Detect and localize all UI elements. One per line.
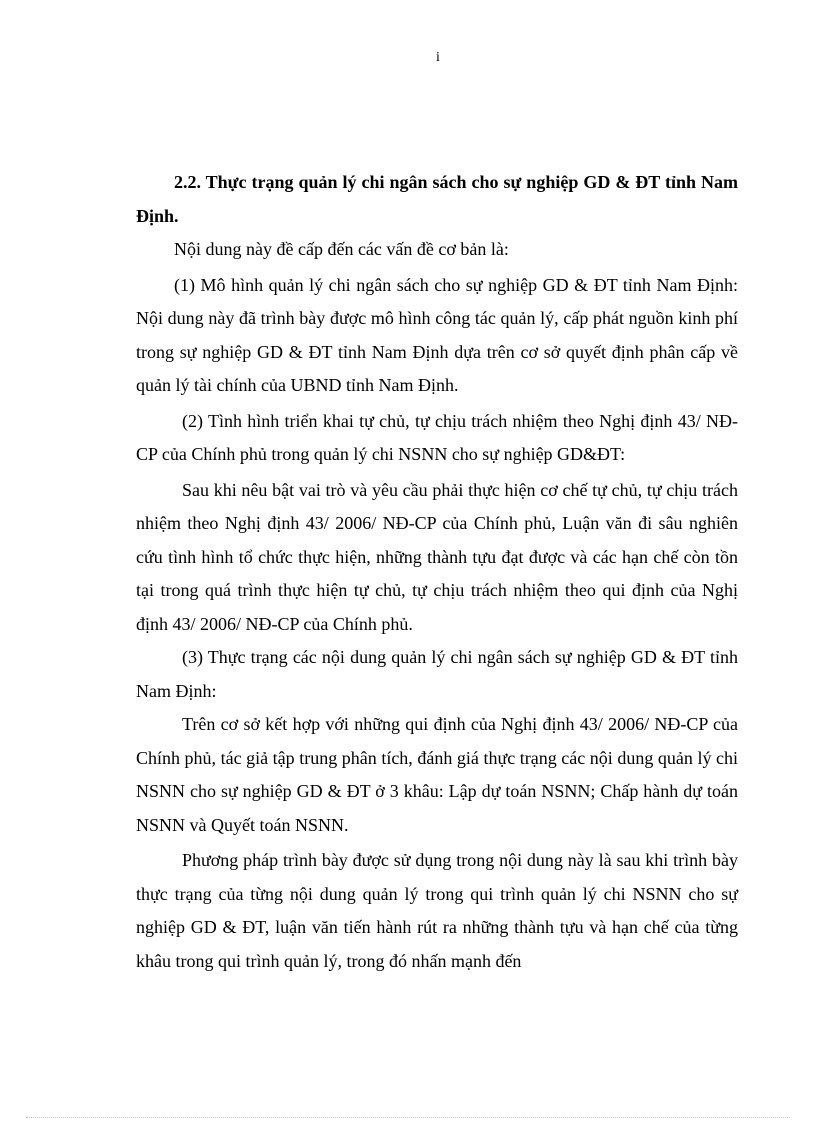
paragraph-item-3: (3) Thực trạng các nội dung quản lý chi ngân sách sự nghiệp GD & ĐT tỉnh Nam Định:	[136, 647, 738, 701]
section-heading: 2.2. Thực trạng quản lý chi ngân sách cho sự nghiệp GD & ĐT tỉnh Nam Định.	[136, 172, 738, 226]
paragraph-intro: Nội dung này đề cấp đến các vấn đề cơ bản là:	[174, 239, 509, 259]
paragraph-item-2: (2) Tình hình triển khai tự chủ, tự chịu trách nhiệm theo Nghị định 43/ NĐ-CP của Chính phủ trong quản lý chi NSNN cho sự nghiệp GD&ĐT:	[136, 410, 738, 464]
paragraph-item-3-detail: Trên cơ sở kết hợp với những qui định của Nghị định 43/ 2006/ NĐ-CP của Chính phủ, tác giả tập trung phân tích, đánh giá thực trạng các nội dung quản lý chi NSNN cho sự nghiệp GD & ĐT ở 3 khâu: Lập dự toán NSNN; Chấp hành dự toán NSNN và Quyết toán NSNN.	[136, 714, 738, 835]
document-body	[136, 166, 738, 978]
page-number: i	[436, 50, 440, 65]
paragraph-item-2-detail: Sau khi nêu bật vai trò và yêu cầu phải thực hiện cơ chế tự chủ, tự chịu trách nhiệm theo Nghị định 43/ 2006/ NĐ-CP của Chính phủ, Luận văn đi sâu nghiên cứu tình hình tổ chức thực hiện, những thành tựu đạt được và các hạn chế còn tồn tại trong quá trình thực hiện tự chủ, tự chịu trách nhiệm theo qui định của Nghị định 43/ 2006/ NĐ-CP của Chính phủ.	[136, 479, 738, 634]
page-bottom-border	[26, 1117, 790, 1118]
paragraph-item-1: (1) Mô hình quản lý chi ngân sách cho sự nghiệp GD & ĐT tỉnh Nam Định: Nội dung này đã trình bày được mô hình công tác quản lý, cấp phát nguồn kinh phí trong sự nghiệp GD & ĐT tỉnh Nam Định dựa trên cơ sở quyết định phân cấp về quản lý tài chính của UBND tỉnh Nam Định.	[136, 274, 738, 395]
paragraph-method: Phương pháp trình bày được sử dụng trong nội dung này là sau khi trình bày thực trạng của từng nội dung quản lý trong qui trình quản lý chi NSNN cho sự nghiệp GD & ĐT, luận văn tiến hành rút ra những thành tựu và hạn chế của từng khâu trong qui trình quản lý, trong đó nhấn mạnh đến	[136, 850, 738, 971]
